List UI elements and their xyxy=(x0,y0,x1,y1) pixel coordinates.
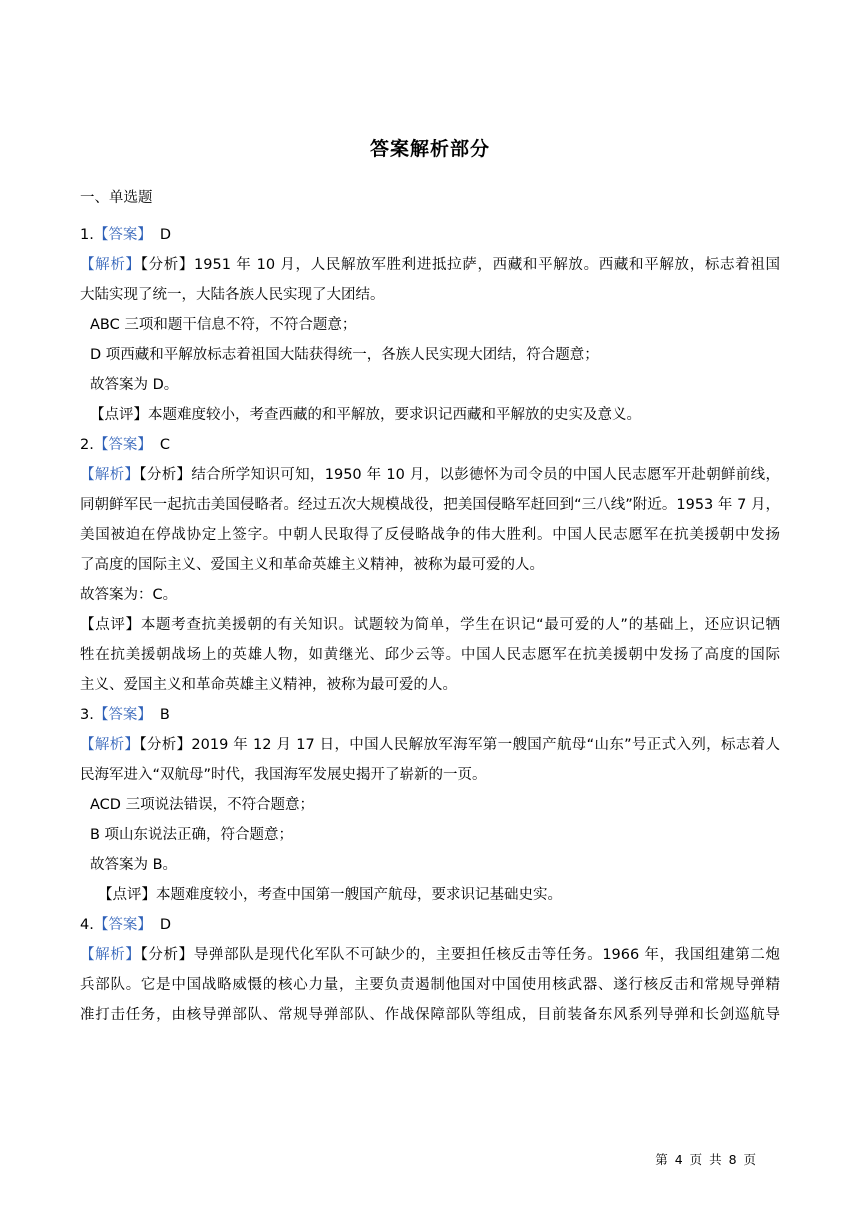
answer-value: B xyxy=(159,707,170,723)
q2-text-line: 主义、爱国主义和革命英雄主义精神，被称为最可爱的人。 xyxy=(80,677,457,693)
q1-text-line: ABC 三项和题干信息不符，不符合题意； xyxy=(90,317,357,333)
q3-text-line: 故答案为 B。 xyxy=(90,857,178,873)
q3-text-line: ACD 三项说法错误，不符合题意； xyxy=(90,797,315,813)
q2-analysis-line: 【解析】【分析】结合所学知识可知，1950 年 10 月，以彭德怀为司令员的中国人民志愿军开赴朝鲜前线， xyxy=(80,467,780,483)
q2-comment-line: 【点评】本题考查抗美援朝的有关知识。试题较为简单，学生在识记“最可爱的人”的基础上，还应识记牺 xyxy=(80,617,780,633)
explanation-tag: 【解析】 xyxy=(80,257,141,273)
answer-tag: 【答案】 xyxy=(93,707,152,723)
explanation-tag: 【解析】 xyxy=(80,467,140,483)
q4-analysis-line: 【解析】【分析】导弹部队是现代化军队不可缺少的，主要担任核反击等任务。1966 年，我国组建第二炮 xyxy=(80,947,780,963)
page-title: 答案解析部分 xyxy=(369,138,490,160)
q4-text-line: 准打击任务，由核导弹部队、常规导弹部队、作战保障部队等组成，目前装备东风系列导弹和长剑巡航导 xyxy=(80,1007,780,1023)
q2-answer-line: 2.【答案】 C xyxy=(80,437,170,453)
q2-text-line: 同朝鲜军民一起抗击美国侵略者。经过五次大规模战役，把美国侵略军赶回到“三八线”附近。1953 年 7 月， xyxy=(80,497,780,513)
answer-value: D xyxy=(159,227,172,243)
q3-text-line: 民海军进入“双航母”时代，我国海军发展史揭开了崭新的一页。 xyxy=(80,767,487,783)
q1-text-line: 故答案为 D。 xyxy=(90,377,179,393)
explanation-tag: 【解析】 xyxy=(80,737,140,753)
answer-value: D xyxy=(159,917,172,933)
q2-text-line: 牲在抗美援朝战场上的英雄人物，如黄继光、邱少云等。中国人民志愿军在抗美援朝中发扬了高度的国际 xyxy=(80,647,780,663)
q1-answer-line: 1.【答案】 D xyxy=(80,227,172,243)
q1-text-line: 大陆实现了统一，大陆各族人民实现了大团结。 xyxy=(80,287,385,303)
answer-value: C xyxy=(159,437,170,453)
answer-tag: 【答案】 xyxy=(93,437,152,453)
q3-answer-line: 3.【答案】 B xyxy=(80,707,170,723)
answer-tag: 【答案】 xyxy=(93,917,152,933)
q1-comment-line: 【点评】本题难度较小，考查西藏的和平解放，要求识记西藏和平解放的史实及意义。 xyxy=(90,407,641,423)
q2-text-line: 故答案为：C。 xyxy=(80,587,178,603)
q4-text-line: 兵部队。它是中国战略威慑的核心力量，主要负责遏制他国对中国使用核武器、遂行核反击和常规导弹精 xyxy=(80,977,780,993)
explanation-tag: 【解析】 xyxy=(80,947,141,963)
q1-analysis-line: 【解析】【分析】1951 年 10 月，人民解放军胜利进抵拉萨，西藏和平解放。西藏和平解放，标志着祖国 xyxy=(80,257,780,273)
page-number-footer: 第 4 页 共 8 页 xyxy=(655,1152,756,1167)
answer-tag: 【答案】 xyxy=(93,227,152,243)
q3-analysis-line: 【解析】【分析】2019 年 12 月 17 日，中国人民解放军海军第一艘国产航母“山东”号正式入列，标志着人 xyxy=(80,737,780,753)
q2-text-line: 美国被迫在停战协定上签字。中朝人民取得了反侵略战争的伟大胜利。中国人民志愿军在抗美援朝中发扬 xyxy=(80,527,780,543)
q4-answer-line: 4.【答案】 D xyxy=(80,917,172,933)
q3-text-line: B 项山东说法正确，符合题意； xyxy=(90,827,294,843)
q2-text-line: 了高度的国际主义、爱国主义和革命英雄主义精神，被称为最可爱的人。 xyxy=(80,557,544,573)
q3-comment-line: 【点评】本题难度较小，考查中国第一艘国产航母，要求识记基础史实。 xyxy=(98,887,562,903)
q1-text-line: D 项西藏和平解放标志着祖国大陆获得统一，各族人民实现大团结，符合题意； xyxy=(90,347,599,363)
section-heading: 一、单选题 xyxy=(80,190,153,206)
answer-content xyxy=(80,220,780,1030)
